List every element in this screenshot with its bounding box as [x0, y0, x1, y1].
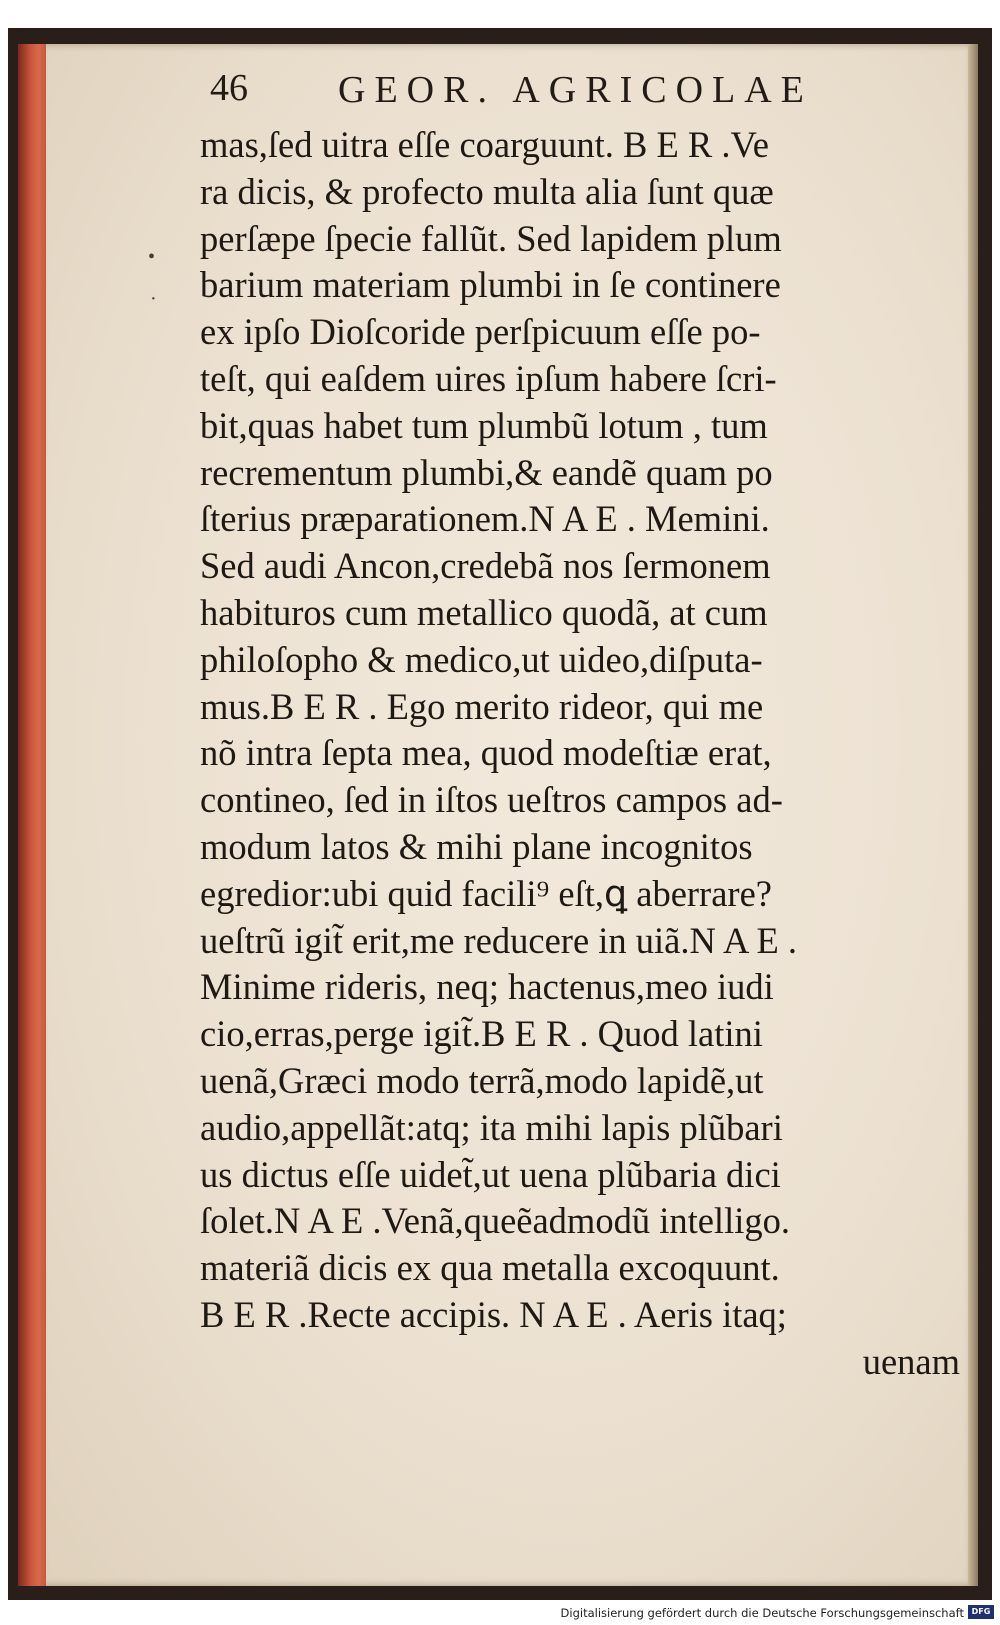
text-line: habituros cum metallico quodã, at cum — [200, 591, 768, 633]
running-title: GEOR. AGRICOLAE — [338, 69, 813, 111]
margin-dot: · — [150, 288, 157, 310]
digitization-footer — [0, 1600, 1000, 1625]
text-line: modum latos & mihi plane incognitos — [200, 825, 753, 867]
page-number: 46 — [210, 67, 248, 109]
catchword: uenam — [862, 1340, 960, 1382]
text-line: materiã dicis ex qua metalla excoquunt. — [200, 1247, 780, 1289]
margin-dot: • — [148, 246, 156, 268]
text-line: mas,ſed uitra eſſe coarguunt. B E R .Ve — [200, 124, 769, 165]
text-line: audio,appellãt:atq; ita mihi lapis plũbari — [200, 1106, 783, 1148]
text-line: recrementum plumbi,& eandẽ quam po — [200, 451, 773, 493]
text-line: nõ intra ſepta mea, quod modeſtiæ erat, — [200, 732, 772, 774]
text-line: Sed audi Ancon,credebã nos ſermonem — [200, 545, 771, 587]
text-line: philoſopho & medico,ut uideo,diſputa- — [200, 638, 763, 680]
funding-credit: Digitalisierung gefördert durch die Deutsche Forschungsgemeinschaft — [560, 1606, 964, 1620]
text-line: bit,quas habet tum plumbũ lotum , tum — [200, 404, 768, 446]
text-line: contineo, ſed in iſtos ueſtros campos ad- — [200, 779, 783, 821]
text-line: egredior:ubi quid facili⁹ eſt,ꝗ aberrare? — [200, 872, 772, 914]
text-line: us dictus eſſe uidet̃,ut uena plũbaria dici — [200, 1153, 781, 1195]
text-line: cio,erras,perge igit̃.B E R . Quod latini — [200, 1013, 763, 1055]
page-gutter-shadow — [968, 44, 978, 1586]
text-line: perſæpe ſpecie fallũt. Sed lapidem plum — [200, 217, 782, 259]
text-line: ex ipſo Dioſcoride perſpicuum eſſe po- — [200, 311, 761, 353]
text-line: uenã,Græci modo terrã,modo lapidẽ,ut — [200, 1059, 764, 1101]
text-line: Minime rideris, neq; hactenus,meo iudi — [200, 966, 774, 1008]
body-text — [200, 122, 960, 1386]
text-line: teſt, qui eaſdem uires ipſum habere ſcri- — [200, 357, 777, 399]
text-line: ſolet.N A E .Venã,queẽadmodũ intelligo. — [200, 1200, 790, 1242]
text-line: B E R .Recte accipis. N A E . Aeris itaq; — [200, 1293, 787, 1335]
dfg-logo: DFG — [968, 1605, 994, 1619]
text-line: ra dicis, & profecto multa alia ſunt quæ — [200, 170, 774, 212]
text-line: ueſtrũ igit̃ erit,me reducere in uiã.N A E . — [200, 919, 797, 961]
running-head — [210, 66, 910, 111]
text-line: barium materiam plumbi in ſe continere — [200, 264, 781, 306]
text-line: mus.B E R . Ego merito rideor, qui me — [200, 685, 764, 727]
text-line: ſterius præparationem.N A E . Memini. — [200, 498, 770, 540]
